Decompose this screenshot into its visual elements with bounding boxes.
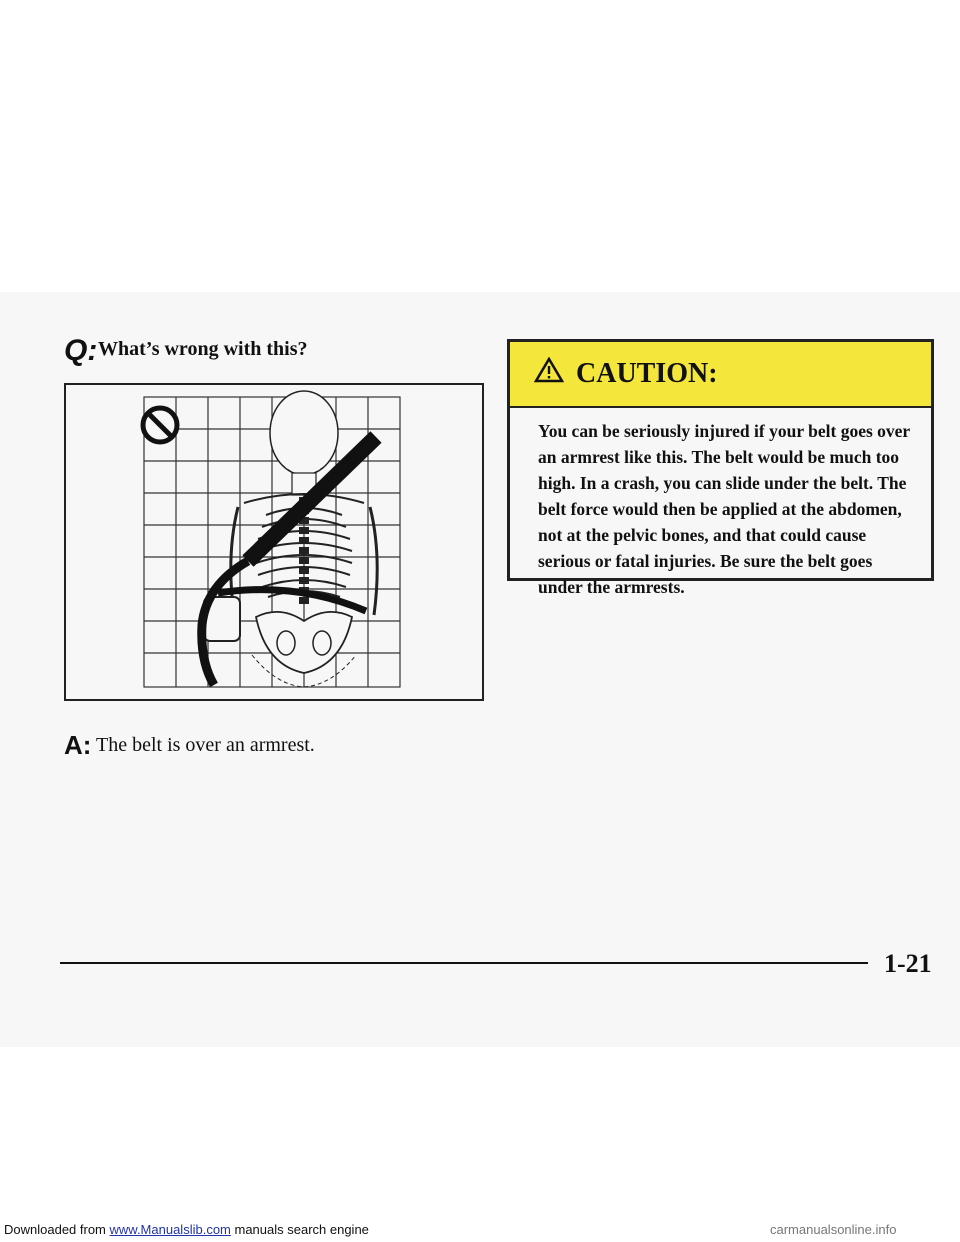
caution-text: You can be seriously injured if your belt goes over an armrest like this. The belt would be much too high. In a crash, you can slide under the belt. The belt force would then be applied at the abdomen, not at the pelvic bones, and that could cause serious or fatal injuries. Be sure the belt goes under the armrests. [538,421,910,597]
skeleton-diagram [66,385,482,699]
answer-mark-label: A: [64,730,92,760]
answer-text: The belt is over an armrest. [96,734,315,756]
caution-heading: CAUTION: [576,358,718,389]
caution-box [507,339,934,597]
seatbelt-illustration [64,383,484,701]
download-footer [4,1222,369,1237]
watermark: carmanualsonline.info [770,1222,897,1237]
question-mark-label: Q: [64,334,98,367]
footer-suffix: manuals search engine [230,1222,369,1237]
warning-triangle-icon [534,357,564,391]
question-text: What’s wrong with this? [98,338,308,360]
prohibited-icon [143,408,177,442]
caution-header [510,342,931,408]
footer-rule [60,962,868,964]
page-number: 1-21 [884,949,932,978]
footer-prefix: Downloaded from [4,1222,110,1237]
manualslib-link[interactable]: www.Manualslib.com [109,1222,231,1237]
